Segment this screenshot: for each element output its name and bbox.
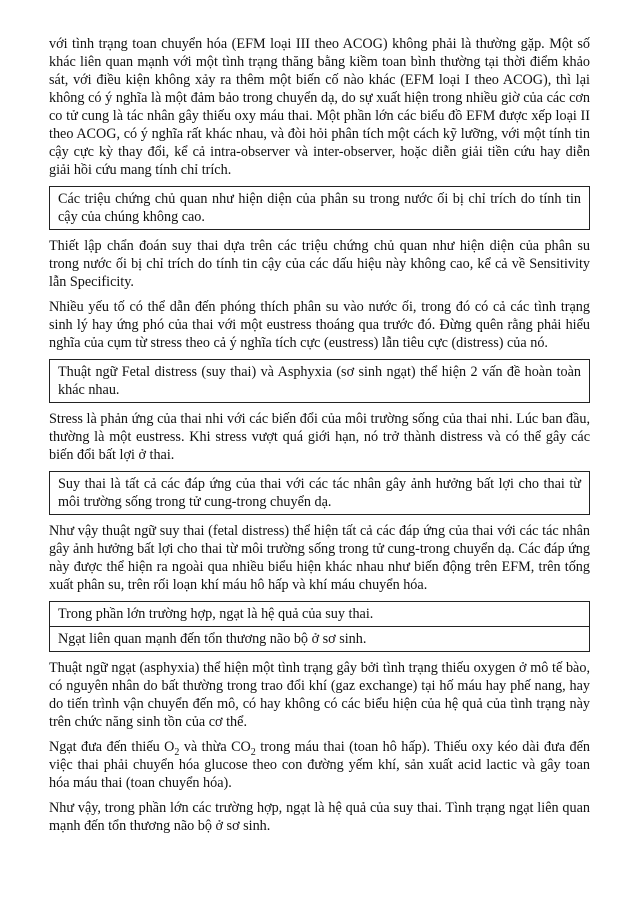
paragraph-metabolic-acidosis: với tình trạng toan chuyển hóa (EFM loại III theo ACOG) không phải là thường gặp. Một số khác liên quan mạnh với một tình trạng thăng bằng kiềm toan bình thường tại thời điểm khảo sát, với điều kiện không xảy ra thêm một biến cố nào khác (EFM loại I theo ACOG), thì lại không có ý nghĩa là một đảm bảo trong chuyển dạ, do sự xuất hiện trong nhiều giờ của các cơn co tử cung là tác nhân gây thiếu oxy máu thai. Một phần lớn các biểu đồ EFM được xếp loại II theo ACOG, có ý nghĩa rất khác nhau, và đòi hỏi phân tích một cách kỹ lưỡng, với một tính tin cậy cực kỳ thay đổi, kể cả intra-observer và inter-observer, hoặc diễn giải tiền cứu hay diễn giải hồi cứu mang tính chỉ trích.: [49, 36, 590, 178]
callout-text: Thuật ngữ Fetal distress (suy thai) và Asphyxia (sơ sinh ngạt) thể hiện 2 vấn đề hoàn toàn khác nhau.: [58, 364, 581, 398]
document-page: [49, 35, 590, 842]
subscript: 2: [174, 746, 180, 758]
paragraph-diagnosis: Thiết lập chẩn đoán suy thai dựa trên các triệu chứng chủ quan như hiện diện của phân su trong nước ối bị chỉ trích do tính tin cậy của các dấu hiệu này không cao, kể cả về Sensitivity lẫn Specificity.: [49, 238, 590, 290]
callout-text: Suy thai là tất cả các đáp ứng của thai với các tác nhân gây ảnh hưởng bất lợi cho thai từ môi trường sống trong tử cung-trong chuyển dạ.: [58, 476, 581, 510]
paragraph-gas-exchange: [49, 738, 590, 792]
paragraph-conclusion: Như vậy, trong phần lớn các trường hợp, ngạt là hệ quả của suy thai. Tình trạng ngạt liên quan mạnh đến tổn thương não bộ ở sơ sinh.: [49, 800, 590, 834]
paragraph-meconium-factors: Nhiều yếu tố có thể dẫn đến phóng thích phân su vào nước ối, trong đó có cả các tình trạng sinh lý hay ứng phó của thai với một eustress thoáng qua trước đó. Đừng quên rằng phải hiểu nghĩa của cụm từ stress theo cả ý nghĩa tích cực (eustress) lẫn tiêu cực (distress) của nó.: [49, 299, 590, 351]
callout-text: Các triệu chứng chủ quan như hiện diện của phân su trong nước ối bị chỉ trích do tính tin cậy của chúng không cao.: [58, 191, 581, 225]
callout-box-asphyxia: [49, 601, 590, 652]
paragraph-asphyxia: Thuật ngữ ngạt (asphyxia) thể hiện một tình trạng gây bởi tình trạng thiếu oxygen ở mô tế bào, có nguyên nhân do bất thường trong trao đổi khí (gaz exchange) tại hố máu hay phế nang, hay do tiến trình vận chuyển đến mô, có hay không có các biểu hiện của hệ quả của tình trạng này trên chức năng sinh tồn của cơ thể.: [49, 660, 590, 730]
subscript: 2: [250, 746, 256, 758]
text-segment: trong máu thai (toan hô hấp). Thiếu oxy kéo dài đưa đến việc thai phải chuyển hóa glucose theo con đường yếm khí, sản xuất acid lactic và gây toan hóa máu thai (toan chuyển hóa).: [49, 739, 591, 791]
callout-box-meconium: [49, 186, 590, 230]
text-segment: Ngạt đưa đến thiếu O: [49, 739, 175, 755]
callout-box-terminology: [49, 359, 590, 403]
callout-text-1: Trong phần lớn trường hợp, ngạt là hệ quả của suy thai.: [58, 606, 374, 622]
callout-box-fetal-distress: [49, 471, 590, 515]
callout-text-2: Ngạt liên quan mạnh đến tổn thương não bộ ở sơ sinh.: [50, 626, 589, 651]
paragraph-fetal-distress: Như vậy thuật ngữ suy thai (fetal distress) thể hiện tất cả các đáp ứng của thai với các tác nhân gây ảnh hưởng bất lợi cho thai từ môi trường sống trong tử cung-trong chuyển dạ. Các đáp ứng này được thể hiện ra ngoài qua nhiều biểu hiện khác nhau như biến động trên EFM, trên tống xuất phân su, trên rối loạn khí máu hô hấp và khí máu chuyển hóa.: [49, 523, 590, 593]
text-segment: và thừa CO: [179, 739, 251, 755]
paragraph-stress: Stress là phản ứng của thai nhi với các biến đổi của môi trường sống của thai nhi. Lúc ban đầu, thường là một eustress. Khi stress vượt quá giới hạn, nó trở thành distress và có thể gây các biến đổi bất lợi ở thai.: [49, 411, 590, 463]
